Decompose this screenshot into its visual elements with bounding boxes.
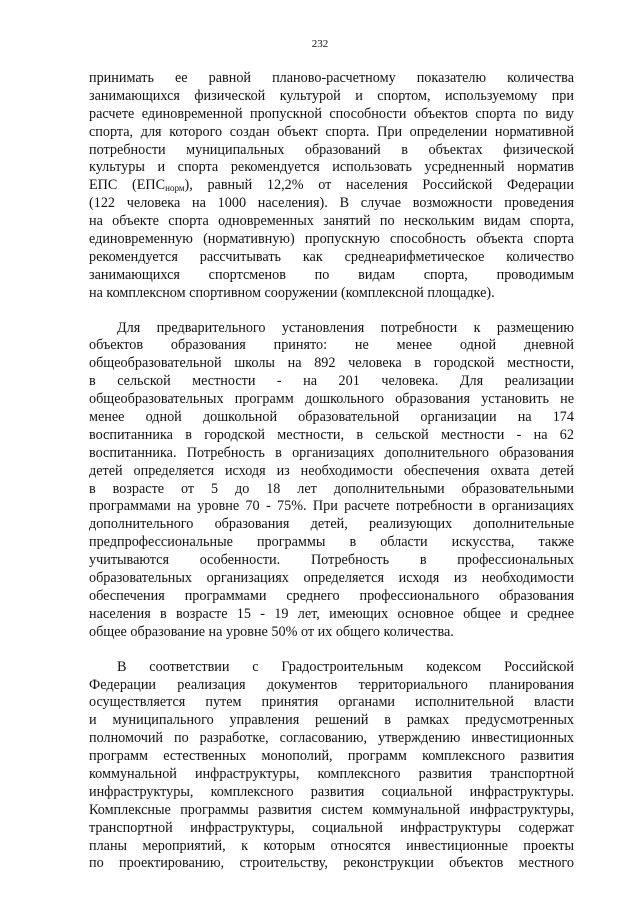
eps-prefix: ЕПС (ЕПС [89, 177, 166, 194]
text-line: принимать ее равной планово-расчетному показателю количества [89, 70, 574, 86]
text-line: Комплексные программы развития систем коммунальной инфраструктуры, [89, 801, 574, 818]
text-line: обеспечения программами среднего профессионального образования [89, 587, 574, 604]
text-line: предпрофессиональные программы в области искусства, также [89, 534, 574, 551]
eps-suffix: ), равный 12,2% от населения Российской Федерации [184, 177, 574, 194]
text-line: осуществляется путем принятия органами исполнительной власти [89, 694, 574, 711]
text-line: и муниципального управления решений в рамках предусмотренных [89, 712, 574, 729]
text-line: рекомендуется рассчитывать как среднеарифметическое количество [89, 248, 574, 265]
paragraph-education-needs [89, 320, 574, 642]
text-line: потребности муниципальных образований в объектах физической [89, 141, 574, 158]
text-line: программами на уровне 70 - 75%. При расчете потребности в организациях [89, 498, 574, 515]
text-line: общее образование на уровне 50% от их общего количества. [89, 623, 454, 640]
text-line: Федерации реализация документов территориального планирования [89, 676, 574, 693]
text-line: культуры и спорта рекомендуется использовать усредненный норматив [89, 159, 574, 176]
text-line: инфраструктуры, комплексного развития социальной инфраструктуры. [89, 783, 574, 800]
text-line: Для предварительного установления потребности к размещению [117, 319, 574, 336]
text-line: В соответствии с Градостроительным кодексом Российской [117, 658, 574, 675]
text-line: на объекте спорта одновременных занятий по нескольким видам спорта, [89, 213, 574, 230]
text-line: населения в возрасте 15 - 19 лет, имеющих основное общее и среднее [89, 605, 574, 622]
text-line: транспортной инфраструктуры, социальной инфраструктуры содержат [89, 819, 574, 836]
text-line: (122 человека на 1000 населения). В случае возможности проведения [89, 195, 574, 212]
text-line: общеобразовательной школы на 892 человека в городской местности, [89, 355, 574, 372]
paragraph-sports-norms [89, 70, 574, 303]
text-line: на комплексном спортивном сооружении (комплексной площадке). [89, 284, 495, 301]
text-line: спорта, для которого создан объект спорта. При определении нормативной [89, 123, 574, 140]
text-line: общеобразовательных программ дошкольного образования установить не [89, 391, 574, 408]
text-line: коммунальной инфраструктуры, комплексного развития транспортной [89, 765, 574, 782]
text-line-eps [89, 177, 574, 195]
text-line: программ естественных монополий, программ комплексного развития [89, 748, 574, 765]
text-line: расчете единовременной пропускной способности объектов спорта по виду [89, 105, 574, 122]
text-line: дополнительного образования детей, реализующих дополнительные [89, 516, 574, 533]
text-line: образовательных организациях определяется исходя из необходимости [89, 570, 574, 587]
text-line: учитываются особенности. Потребность в профессиональных [89, 552, 574, 569]
body-text [89, 70, 574, 873]
text-line: детей определяется исходя из необходимости обеспечения охвата детей [89, 462, 574, 479]
text-line: полномочий по разработке, согласованию, утверждению инвестиционных [89, 730, 574, 747]
text-line: в сельской местности - на 201 человека. Для реализации [89, 373, 574, 390]
text-line: менее одной дошкольной образовательной организации на 174 [89, 409, 574, 426]
text-line: занимающихся спортсменов по видам спорта, проводимым [89, 266, 574, 283]
eps-subscript: норм [165, 183, 185, 194]
text-line: в возрасте от 5 до 18 лет дополнительными образовательными [89, 480, 574, 497]
paragraph-urban-planning [89, 659, 574, 874]
text-line: воспитанника в городской местности, в сельской местности - на 62 [89, 426, 574, 443]
text-line: по проектированию, строительству, реконструкции объектов местного [89, 855, 574, 872]
page-number: 232 [311, 38, 329, 50]
text-line: занимающихся физической культурой и спортом, используемому при [89, 87, 574, 104]
text-line: единовременную (нормативную) пропускную способность объекта спорта [89, 231, 574, 248]
text-line: воспитанника. Потребность в организациях дополнительного образования [89, 444, 574, 461]
text-line: объектов образования принято: не менее одной дневной [89, 337, 574, 354]
text-line: планы мероприятий, к которым относятся инвестиционные проекты [89, 837, 574, 854]
